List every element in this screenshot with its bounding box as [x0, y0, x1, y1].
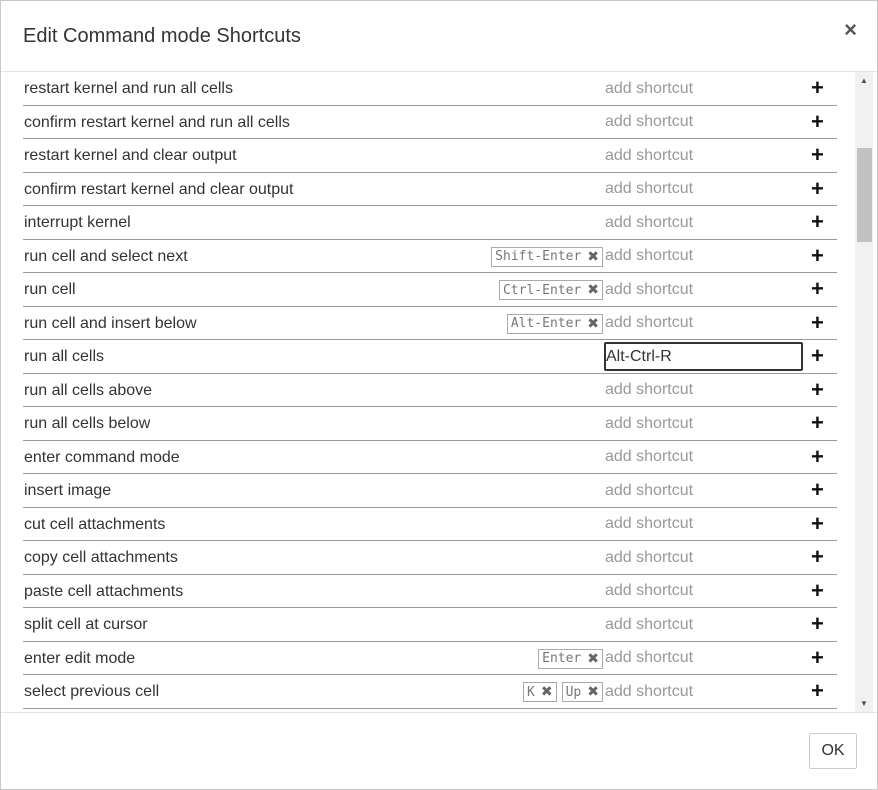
- shortcut-row: [23, 608, 837, 642]
- shortcut-action-label: run cell and insert below: [24, 314, 197, 332]
- shortcut-key-text: Up: [565, 684, 582, 700]
- dialog-header: [1, 1, 877, 72]
- shortcut-action-label: enter edit mode: [24, 649, 136, 667]
- add-shortcut-input[interactable]: [604, 242, 803, 271]
- shortcut-action-label: confirm restart kernel and run all cells: [24, 113, 290, 131]
- remove-shortcut-icon[interactable]: ✖: [587, 650, 599, 667]
- ok-button[interactable]: OK: [809, 733, 857, 769]
- add-shortcut-plus-icon[interactable]: +: [811, 443, 824, 469]
- shortcut-row: [23, 474, 837, 508]
- shortcut-action-label: run all cells: [24, 348, 105, 365]
- remove-shortcut-icon[interactable]: ✖: [587, 282, 599, 298]
- add-shortcut-input[interactable]: [604, 443, 803, 472]
- add-shortcut-plus-icon[interactable]: +: [811, 544, 824, 569]
- remove-shortcut-icon[interactable]: ✖: [540, 684, 553, 700]
- shortcut-key-badge: [507, 314, 603, 334]
- shortcut-key-text: Shift-Enter: [495, 249, 582, 264]
- add-shortcut-input[interactable]: [604, 208, 803, 237]
- dialog-footer: [1, 712, 877, 789]
- add-shortcut-plus-icon[interactable]: +: [811, 644, 824, 670]
- shortcut-row: [23, 139, 837, 173]
- shortcut-row: [23, 508, 837, 542]
- shortcut-action-label: run cell and select next: [24, 247, 188, 265]
- assigned-shortcuts: [507, 314, 603, 334]
- remove-shortcut-icon[interactable]: ✖: [587, 315, 599, 332]
- shortcut-action-label: paste cell attachments: [24, 582, 184, 600]
- shortcut-action-label: cut cell attachments: [24, 515, 166, 533]
- shortcut-action-label: restart kernel and run all cells: [24, 80, 233, 97]
- shortcut-row: [23, 206, 837, 240]
- add-shortcut-plus-icon[interactable]: +: [811, 343, 824, 368]
- add-shortcut-plus-icon[interactable]: +: [811, 175, 824, 201]
- shortcut-list-container[interactable]: [1, 72, 877, 712]
- shortcut-row: [23, 374, 837, 408]
- add-shortcut-input[interactable]: [604, 309, 803, 338]
- shortcut-key-text: K: [527, 684, 535, 700]
- remove-shortcut-icon[interactable]: ✖: [587, 248, 599, 265]
- shortcut-action-label: interrupt kernel: [24, 214, 131, 231]
- add-shortcut-input[interactable]: [604, 108, 803, 137]
- add-shortcut-input[interactable]: [604, 543, 803, 572]
- shortcut-key-badge: [523, 682, 557, 702]
- close-icon[interactable]: ×: [844, 17, 857, 42]
- shortcut-row: [23, 340, 837, 374]
- add-shortcut-input[interactable]: [604, 577, 803, 606]
- add-shortcut-plus-icon[interactable]: +: [811, 309, 824, 335]
- add-shortcut-plus-icon[interactable]: +: [811, 477, 824, 502]
- assigned-shortcuts: [491, 247, 603, 267]
- add-shortcut-input[interactable]: [604, 409, 803, 438]
- add-shortcut-input[interactable]: [604, 141, 803, 170]
- assigned-shortcuts: [523, 682, 603, 702]
- add-shortcut-plus-icon[interactable]: +: [811, 108, 824, 134]
- add-shortcut-input[interactable]: [604, 175, 803, 204]
- add-shortcut-input[interactable]: [604, 74, 803, 103]
- shortcut-row: [23, 675, 837, 709]
- add-shortcut-plus-icon[interactable]: +: [811, 678, 824, 703]
- add-shortcut-input[interactable]: [604, 376, 803, 405]
- shortcut-action-label: run all cells above: [24, 381, 153, 399]
- scroll-down-arrow-icon[interactable]: ▼: [860, 699, 868, 708]
- shortcut-action-label: split cell at cursor: [24, 616, 148, 633]
- add-shortcut-input[interactable]: [604, 510, 803, 539]
- shortcut-key-text: Enter: [542, 651, 582, 666]
- add-shortcut-plus-icon[interactable]: +: [811, 209, 824, 234]
- add-shortcut-plus-icon[interactable]: +: [811, 242, 824, 268]
- shortcut-row: [23, 240, 837, 274]
- add-shortcut-input[interactable]: [604, 677, 803, 706]
- add-shortcut-plus-icon[interactable]: +: [811, 611, 824, 636]
- shortcut-key-badge: [562, 682, 603, 702]
- shortcut-row: [23, 307, 837, 341]
- add-shortcut-plus-icon[interactable]: +: [811, 75, 824, 100]
- shortcut-key-badge: [538, 649, 603, 669]
- shortcut-row: [23, 575, 837, 609]
- add-shortcut-input[interactable]: [604, 275, 803, 304]
- shortcut-row: [23, 441, 837, 475]
- shortcut-row: [23, 541, 837, 575]
- shortcut-key-text: Ctrl-Enter: [502, 282, 582, 298]
- shortcut-key-badge: [491, 247, 603, 267]
- shortcut-action-label: copy cell attachments: [24, 549, 178, 566]
- remove-shortcut-icon[interactable]: ✖: [587, 684, 599, 700]
- add-shortcut-plus-icon[interactable]: +: [811, 410, 824, 435]
- shortcut-action-label: select previous cell: [24, 683, 160, 700]
- add-shortcut-input[interactable]: [604, 476, 803, 505]
- add-shortcut-input[interactable]: [604, 342, 803, 371]
- add-shortcut-input[interactable]: [604, 610, 803, 639]
- shortcut-row: [23, 642, 837, 676]
- shortcut-key-badge: [499, 280, 603, 300]
- shortcut-action-label: confirm restart kernel and clear output: [24, 180, 294, 198]
- assigned-shortcuts: [538, 649, 603, 669]
- scrollbar-thumb[interactable]: [857, 148, 872, 242]
- shortcut-row: [23, 173, 837, 207]
- scroll-up-arrow-icon[interactable]: ▲: [860, 76, 868, 85]
- shortcut-action-label: insert image: [24, 482, 112, 499]
- shortcut-row: [23, 273, 837, 307]
- add-shortcut-plus-icon[interactable]: +: [811, 276, 824, 301]
- shortcut-action-label: restart kernel and clear output: [24, 147, 237, 164]
- add-shortcut-plus-icon[interactable]: +: [811, 510, 824, 536]
- shortcut-list: [23, 72, 837, 709]
- assigned-shortcuts: [499, 280, 603, 300]
- vertical-scrollbar[interactable]: [855, 72, 873, 712]
- add-shortcut-plus-icon[interactable]: +: [811, 577, 824, 603]
- shortcut-key-text: Alt-Enter: [510, 316, 582, 331]
- add-shortcut-plus-icon[interactable]: +: [811, 376, 824, 402]
- add-shortcut-input[interactable]: [604, 644, 803, 673]
- dialog-title: Edit Command mode Shortcuts: [23, 25, 301, 47]
- shortcut-action-label: run all cells below: [24, 415, 151, 432]
- shortcut-row: [23, 407, 837, 441]
- shortcut-action-label: enter command mode: [24, 448, 180, 466]
- shortcut-row: [23, 72, 837, 106]
- add-shortcut-plus-icon[interactable]: +: [811, 142, 824, 167]
- shortcut-action-label: run cell: [24, 281, 76, 298]
- shortcut-row: [23, 106, 837, 140]
